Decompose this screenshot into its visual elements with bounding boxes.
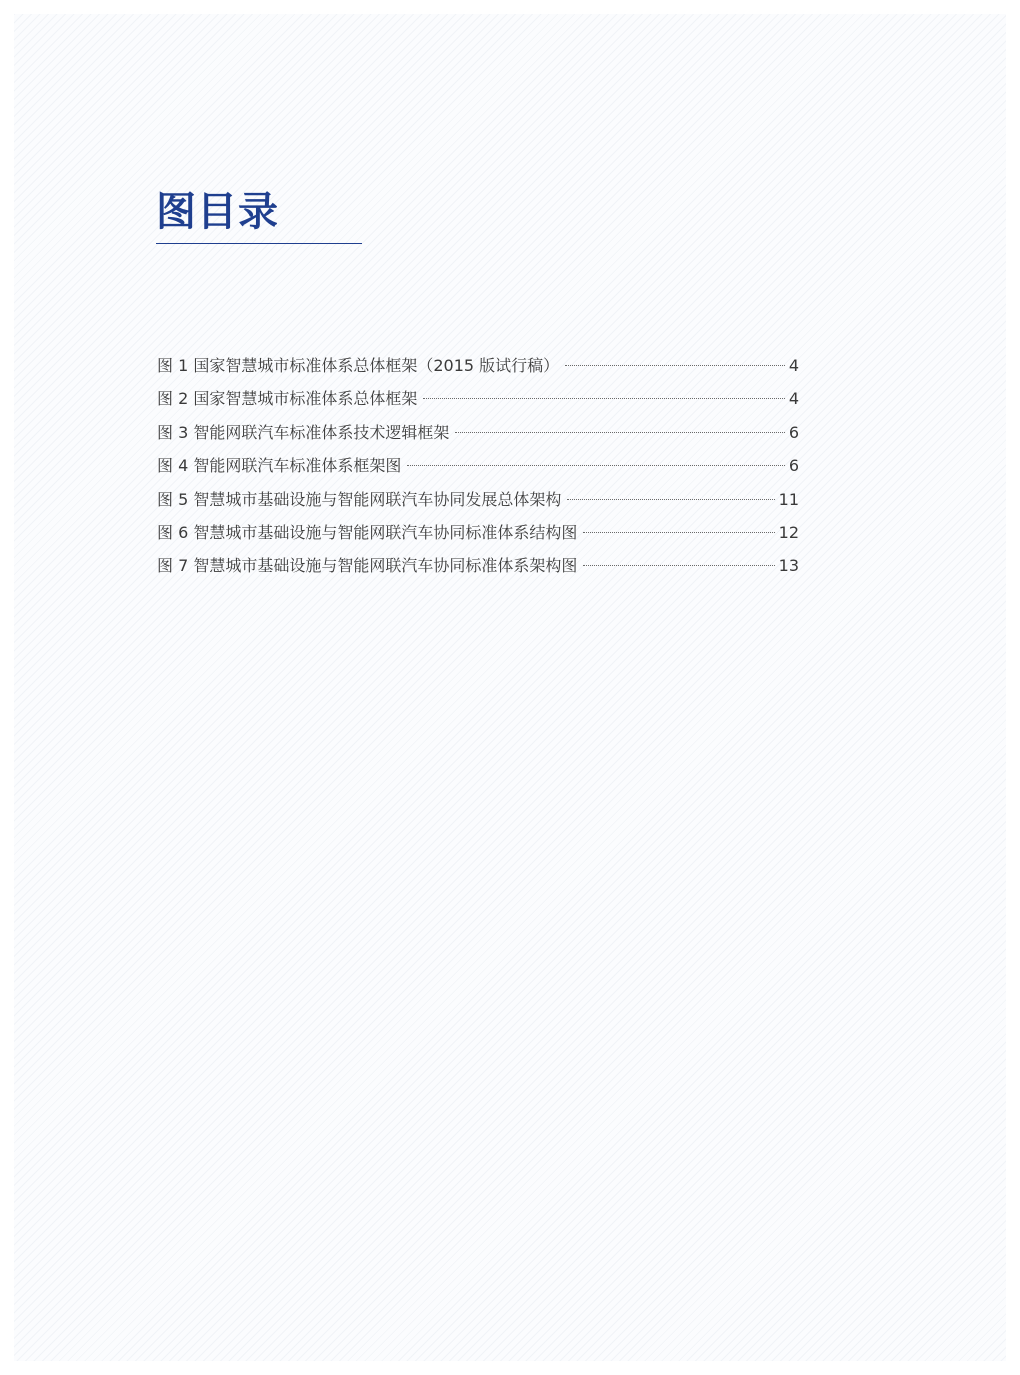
figure-entry-6[interactable] bbox=[157, 516, 799, 549]
dot-leader bbox=[407, 465, 784, 466]
figure-entry-7[interactable] bbox=[157, 549, 799, 582]
figure-entry-label: 图 7 智慧城市基础设施与智能网联汽车协同标准体系架构图 bbox=[157, 556, 578, 576]
figure-entry-page: 4 bbox=[788, 356, 799, 375]
figure-entry-page: 12 bbox=[778, 522, 799, 542]
figure-entry-label: 图 6 智慧城市基础设施与智能网联汽车协同标准体系结构图 bbox=[157, 522, 578, 542]
figure-entry-2[interactable] bbox=[157, 382, 799, 415]
page-title: 图目录 bbox=[156, 189, 279, 235]
figure-entry-label: 图 5 智慧城市基础设施与智能网联汽车协同发展总体架构 bbox=[157, 489, 562, 509]
figure-entry-page: 6 bbox=[788, 456, 799, 476]
figure-entry-1[interactable] bbox=[157, 349, 799, 382]
dot-leader bbox=[567, 499, 774, 500]
figure-entry-label: 图 1 国家智慧城市标准体系总体框架（2015 版试行稿） bbox=[157, 356, 560, 375]
dot-leader bbox=[455, 432, 784, 433]
dot-leader bbox=[583, 532, 774, 533]
figure-entry-page: 6 bbox=[788, 422, 799, 442]
dot-leader bbox=[565, 365, 785, 366]
figure-entry-label: 图 4 智能网联汽车标准体系框架图 bbox=[157, 456, 402, 476]
figure-list bbox=[157, 349, 799, 583]
figure-entry-page: 4 bbox=[788, 389, 799, 409]
figure-entry-label: 图 2 国家智慧城市标准体系总体框架 bbox=[157, 389, 418, 409]
figure-entry-label: 图 3 智能网联汽车标准体系技术逻辑框架 bbox=[157, 422, 450, 442]
dot-leader bbox=[423, 398, 784, 399]
dot-leader bbox=[583, 565, 774, 566]
figure-entry-5[interactable] bbox=[157, 483, 799, 516]
figure-entry-page: 13 bbox=[778, 556, 799, 576]
figure-entry-4[interactable] bbox=[157, 449, 799, 482]
figure-entry-3[interactable] bbox=[157, 416, 799, 449]
figure-entry-page: 11 bbox=[778, 489, 799, 509]
title-underline bbox=[156, 243, 362, 244]
